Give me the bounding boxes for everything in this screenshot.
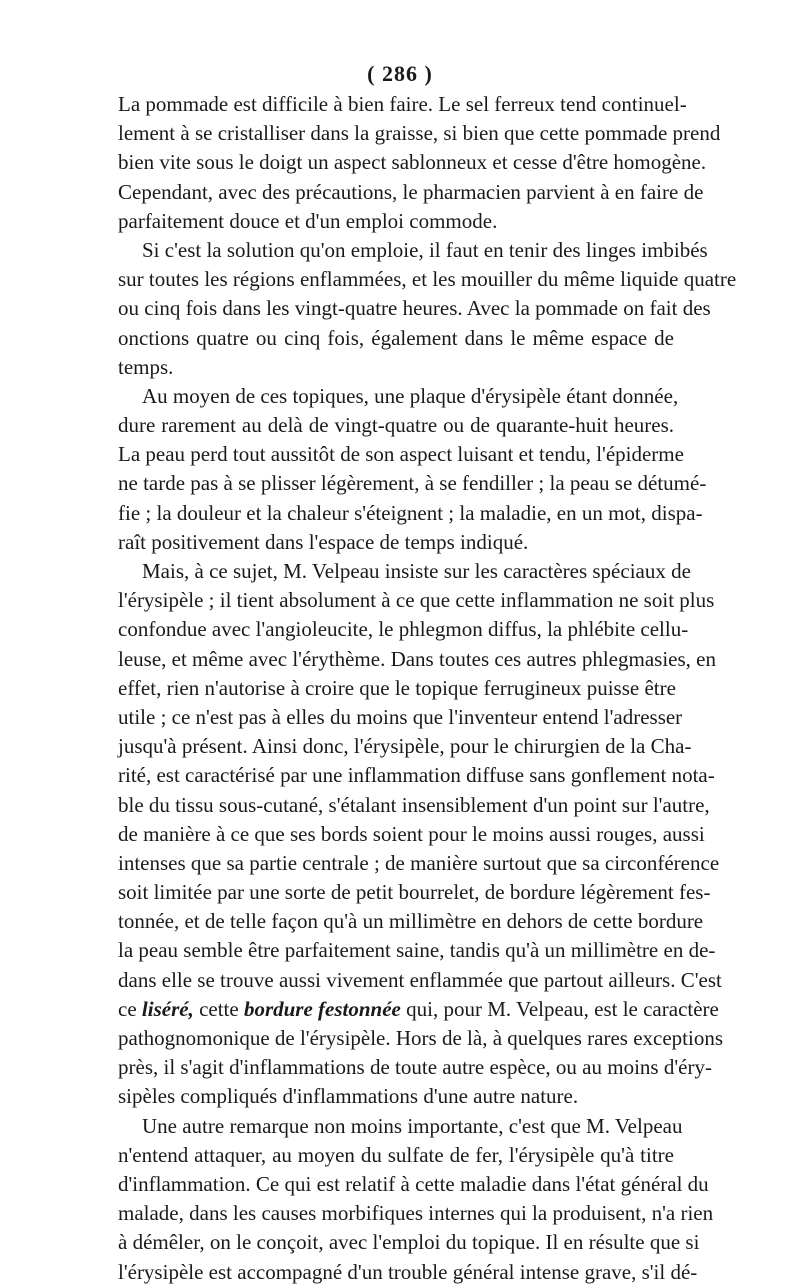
text-line: sur toutes les régions enflammées, et les mouiller du même liquide quatre	[118, 267, 737, 292]
text-line: rité, est caractérisé par une inflammation diffuse sans gonflement nota-	[118, 763, 715, 788]
text-line: pathognomonique de l'érysipèle. Hors de là, à quelques rares exceptions	[118, 1026, 724, 1050]
text-line: La pommade est difficile à bien faire. Le sel ferreux tend continuel-	[118, 92, 687, 116]
text-segment: cette	[193, 996, 244, 1021]
text-line: la peau semble être parfaitement saine, tandis qu'à un millimètre en de-	[118, 938, 716, 963]
text-line: de manière à ce que ses bords soient pour le moins aussi rouges, aussi	[118, 821, 705, 846]
text-line: sipèles compliqués d'inflammations d'une autre nature.	[118, 1084, 579, 1109]
text-line: effet, rien n'autorise à croire que le topique ferrugineux puisse être	[118, 675, 676, 700]
body-text	[118, 90, 737, 1287]
text-line: confondue avec l'angioleucite, le phlegmon diffus, la phlébite cellu-	[118, 617, 689, 642]
text-segment: ce	[118, 996, 142, 1021]
text-line: Cependant, avec des précautions, le pharmacien parvient à en faire de	[118, 179, 704, 204]
text-line: n'entend attaquer, au moyen du sulfate de fer, l'érysipèle qu'à titre	[118, 1142, 674, 1167]
text-line: jusqu'à présent. Ainsi donc, l'érysipèle, pour le chirurgien de la Cha-	[118, 734, 692, 759]
text-line: fie ; la douleur et la chaleur s'éteignent ; la maladie, en un mot, dispa-	[118, 500, 703, 525]
text-line: utile ; ce n'est pas à elles du moins que l'inventeur entend l'adresser	[118, 704, 683, 729]
text-line: Mais, à ce sujet, M. Velpeau insiste sur les caractères spéciaux de	[142, 559, 691, 583]
text-line: La peau perd tout aussitôt de son aspect luisant et tendu, l'épiderme	[118, 442, 684, 467]
text-line: intenses que sa partie centrale ; de manière surtout que sa circonférence	[118, 850, 720, 875]
text-line: près, il s'agit d'inflammations de toute autre espèce, ou au moins d'éry-	[118, 1055, 712, 1080]
text-line: raît positivement dans l'espace de temps indiqué.	[118, 529, 529, 554]
text-line: temps.	[118, 354, 174, 379]
text-line: Une autre remarque non moins importante, c'est que M. Velpeau	[142, 1113, 683, 1138]
text-line: lement à se cristalliser dans la graisse, si bien que cette pommade prend	[118, 121, 721, 146]
text-line: parfaitement douce et d'un emploi commode.	[118, 208, 498, 233]
text-line: dans elle se trouve aussi vivement enflammée que partout ailleurs. C'est	[118, 967, 722, 992]
text-line: Si c'est la solution qu'on emploie, il faut en tenir des linges imbibés	[142, 237, 708, 262]
text-line: tonnée, et de telle façon qu'à un millimètre en dehors de cette bordure	[118, 909, 704, 934]
text-line: d'inflammation. Ce qui est relatif à cette maladie dans l'état général du	[118, 1171, 709, 1196]
text-line: leuse, et même avec l'érythème. Dans toutes ces autres phlegmasies, en	[118, 646, 716, 671]
text-line: ou cinq fois dans les vingt-quatre heures. Avec la pommade on fait des	[118, 296, 711, 321]
text-line: ble du tissu sous-cutané, s'étalant insensiblement d'un point sur l'autre,	[118, 792, 710, 817]
text-line: ne tarde pas à se plisser légèrement, à se fendiller ; la peau se détumé-	[118, 471, 707, 496]
text-line: Au moyen de ces topiques, une plaque d'érysipèle étant donnée,	[142, 383, 679, 408]
text-segment: qui, pour M. Velpeau, est le caractère	[400, 996, 719, 1021]
text-line-emphasis	[118, 995, 719, 1024]
text-line: l'érysipèle est accompagné d'un trouble général intense grave, s'il dé-	[118, 1259, 698, 1284]
emphasized-term: liséré,	[141, 996, 194, 1021]
text-line: l'érysipèle ; il tient absolument à ce que cette inflammation ne soit plus	[118, 588, 715, 613]
text-line: malade, dans les causes morbifiques internes qui la produisent, n'a rien	[118, 1201, 714, 1226]
text-line: bien vite sous le doigt un aspect sablonneux et cesse d'être homogène.	[118, 150, 707, 175]
text-line: à démêler, on le conçoit, avec l'emploi du topique. Il en résulte que si	[118, 1230, 700, 1255]
text-line: soit limitée par une sorte de petit bourrelet, de bordure légèrement fes-	[118, 880, 711, 905]
text-line: dure rarement au delà de vingt-quatre ou de quarante-huit heures.	[118, 413, 674, 438]
emphasized-term: bordure festonnée	[243, 996, 401, 1021]
text-line: onctions quatre ou cinq fois, également dans le même espace de	[118, 325, 674, 350]
page-number: ( 286 )	[367, 61, 433, 86]
